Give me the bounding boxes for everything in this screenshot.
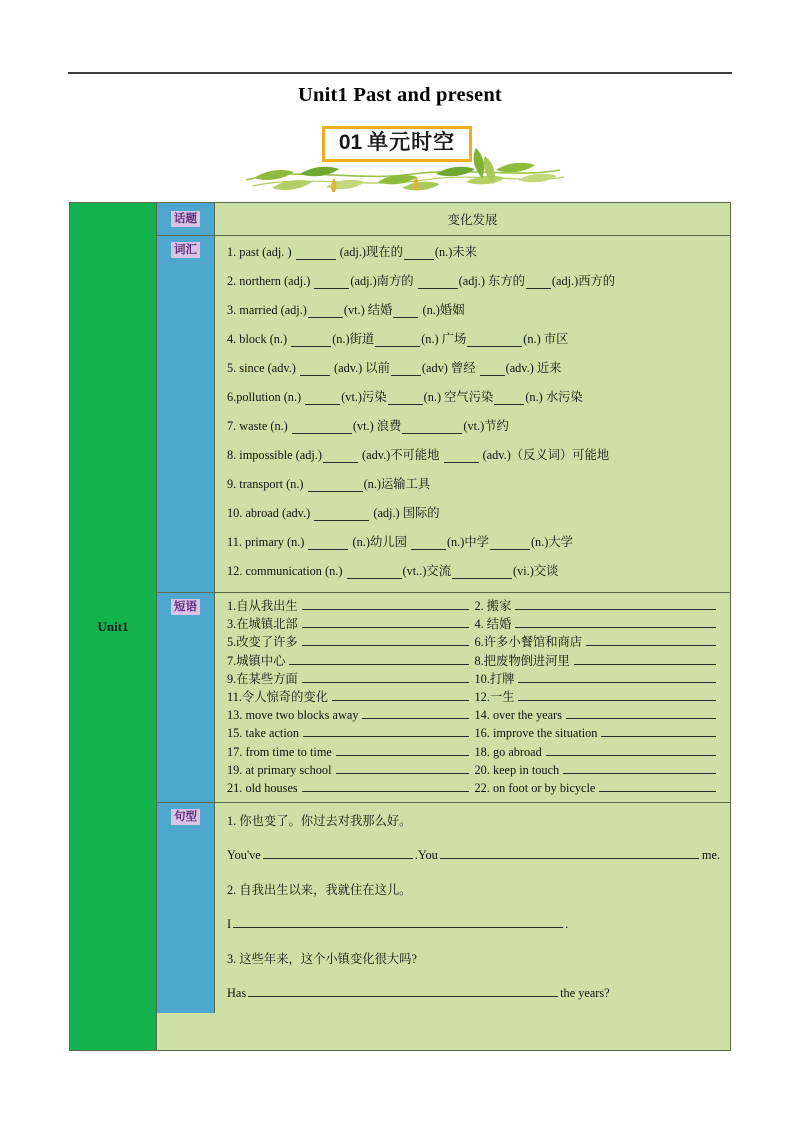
vocabulary-item: 12. communication (n.) (vt..)交流 (vi.)交谈 bbox=[227, 564, 559, 578]
blank-line bbox=[336, 743, 469, 756]
phrase-label: 8.把废物倒进河里 bbox=[474, 653, 570, 668]
banner-label: 单元时空 bbox=[367, 131, 456, 154]
phrase-cell bbox=[227, 652, 475, 670]
phrase-label: 22. on foot or by bicycle bbox=[474, 781, 596, 796]
sentence-chinese: 2. 自我出生以来，我就住在这儿。 bbox=[227, 883, 412, 898]
phrase-list bbox=[215, 593, 730, 802]
phrase-cell bbox=[227, 688, 475, 706]
sentence-prefix: Has bbox=[227, 986, 247, 1001]
blank-line bbox=[362, 706, 468, 719]
phrase-label: 11.令人惊奇的变化 bbox=[227, 690, 328, 705]
sentence-english bbox=[227, 984, 720, 1001]
phrase-label: 18. go abroad bbox=[474, 744, 542, 759]
phrase-cell bbox=[475, 743, 723, 761]
phrase-cell bbox=[475, 670, 723, 688]
phrase-row bbox=[227, 779, 722, 797]
sentences-cell bbox=[215, 803, 730, 1013]
vocabulary-item: 10. abroad (adv.) (adj.) 国际的 bbox=[227, 506, 440, 520]
phrase-cell bbox=[227, 743, 475, 761]
sentence-prefix: I bbox=[227, 917, 232, 932]
phrase-cell bbox=[227, 761, 475, 779]
blank-line bbox=[546, 743, 716, 756]
unit-overview-table bbox=[69, 202, 731, 1051]
blank-line bbox=[308, 305, 343, 318]
blank-line bbox=[375, 334, 420, 347]
unit-label: Unit1 bbox=[97, 618, 129, 634]
blank-line bbox=[233, 915, 563, 928]
blank-line bbox=[391, 363, 421, 376]
phrase-row bbox=[227, 597, 722, 615]
phrase-cell bbox=[475, 724, 723, 742]
phrase-label: 7.城镇中心 bbox=[227, 653, 286, 668]
vocabulary-item: 3. married (adj.) (vt.) 结婚 (n.)婚姻 bbox=[227, 303, 465, 317]
phrase-cell bbox=[475, 706, 723, 724]
blank-line bbox=[308, 479, 363, 492]
blank-line bbox=[599, 779, 716, 792]
phrase-label: 16. improve the situation bbox=[474, 726, 598, 741]
blank-line bbox=[480, 363, 505, 376]
blank-line bbox=[515, 597, 716, 610]
table-body bbox=[157, 203, 730, 1050]
blank-line bbox=[302, 670, 469, 683]
phrase-cell bbox=[475, 761, 723, 779]
blank-line bbox=[393, 305, 418, 318]
sentence-english bbox=[227, 846, 720, 863]
phrase-row bbox=[227, 761, 722, 779]
vocabulary-item: 7. waste (n.) (vt.) 浪费 (vt.)节约 bbox=[227, 419, 509, 433]
blank-line bbox=[574, 652, 716, 665]
vocabulary-item: 8. impossible (adj.) (adv.)不可能地 (adv.)（反义词）可能地 bbox=[227, 448, 610, 462]
blank-line bbox=[494, 392, 524, 405]
blank-line bbox=[296, 247, 336, 260]
sentence-chinese: 1. 你也变了。你过去对我那么好。 bbox=[227, 814, 412, 829]
blank-line bbox=[302, 597, 469, 610]
header-rule bbox=[68, 72, 732, 74]
phrase-label: 2. 搬家 bbox=[474, 599, 512, 613]
blank-line bbox=[452, 566, 512, 579]
phrase-label: 10.打牌 bbox=[474, 671, 515, 686]
phrase-cell bbox=[227, 670, 475, 688]
blank-line bbox=[323, 450, 358, 463]
blank-line bbox=[308, 537, 348, 550]
phrase-label: 21. old houses bbox=[227, 781, 298, 796]
sentence-suffix: . bbox=[565, 917, 569, 932]
phrase-label: 5.改变了许多 bbox=[227, 635, 298, 650]
table-row-sentences bbox=[157, 803, 730, 1013]
blank-line bbox=[303, 724, 468, 737]
phrase-label: 13. move two blocks away bbox=[227, 708, 359, 723]
vocabulary-item: 9. transport (n.) (n.)运输工具 bbox=[227, 477, 431, 491]
vocabulary-item: 2. northern (adj.) (adj.)南方的 (adj.) 东方的 (adj.)西方的 bbox=[227, 274, 616, 288]
phrase-cell bbox=[475, 779, 723, 797]
phrase-cell bbox=[227, 633, 475, 651]
sentence-prefix: You've bbox=[227, 848, 261, 863]
blank-line bbox=[566, 706, 716, 719]
blank-line bbox=[467, 334, 522, 347]
phrase-row bbox=[227, 706, 722, 724]
section-banner bbox=[238, 122, 568, 194]
blank-line bbox=[302, 633, 469, 646]
phrase-row bbox=[227, 652, 722, 670]
blank-line bbox=[263, 846, 413, 859]
vocabulary-item: 6.pollution (n.) (vt.)污染 (n.) 空气污染 (n.) 水污染 bbox=[227, 390, 583, 404]
phrase-label: 4. 结婚 bbox=[474, 617, 512, 632]
category-badge-vocabulary: 词汇 bbox=[171, 242, 200, 258]
phrase-cell bbox=[227, 779, 475, 797]
blank-line bbox=[289, 652, 468, 665]
sentence-list bbox=[215, 803, 730, 1013]
category-badge-sentences: 句型 bbox=[171, 809, 200, 825]
blank-line bbox=[518, 670, 716, 683]
phrase-label: 9.在某些方面 bbox=[227, 671, 298, 686]
phrase-label: 14. over the years bbox=[474, 708, 562, 723]
category-cell-topic bbox=[157, 203, 215, 235]
vocabulary-cell bbox=[215, 236, 730, 592]
phrase-cell bbox=[227, 724, 475, 742]
phrase-row bbox=[227, 743, 722, 761]
phrase-row bbox=[227, 633, 722, 651]
phrase-row bbox=[227, 670, 722, 688]
topic-value-cell: 变化发展 bbox=[215, 203, 730, 235]
category-badge-phrases: 短语 bbox=[171, 599, 200, 615]
sentence-english bbox=[227, 915, 720, 932]
sentence-suffix: me. bbox=[701, 848, 720, 863]
blank-line bbox=[314, 276, 349, 289]
blank-line bbox=[291, 334, 331, 347]
blank-line bbox=[332, 688, 469, 701]
blank-line bbox=[305, 392, 340, 405]
phrase-label: 17. from time to time bbox=[227, 744, 332, 759]
phrase-cell bbox=[475, 597, 723, 615]
phrase-row bbox=[227, 688, 722, 706]
blank-line bbox=[336, 761, 469, 774]
blank-line bbox=[518, 688, 716, 701]
blank-line bbox=[601, 724, 716, 737]
phrase-cell bbox=[475, 633, 723, 651]
blank-line bbox=[302, 615, 469, 628]
blank-line bbox=[526, 276, 551, 289]
table-row-phrases bbox=[157, 593, 730, 803]
phrase-cell bbox=[227, 615, 475, 633]
banner-number: 01 bbox=[338, 131, 363, 154]
blank-line bbox=[314, 508, 369, 521]
phrase-label: 6.许多小餐馆和商店 bbox=[474, 635, 583, 650]
blank-line bbox=[515, 615, 716, 628]
blank-line bbox=[300, 363, 330, 376]
phrase-cell bbox=[227, 706, 475, 724]
phrase-label: 15. take action bbox=[227, 726, 300, 741]
blank-line bbox=[388, 392, 423, 405]
sentence-middle: .You bbox=[414, 848, 438, 863]
page-title: Unit1 Past and present bbox=[298, 84, 502, 106]
blank-line bbox=[444, 450, 479, 463]
blank-line bbox=[411, 537, 446, 550]
blank-line bbox=[563, 761, 716, 774]
blank-line bbox=[404, 247, 434, 260]
phrase-label: 20. keep in touch bbox=[474, 762, 560, 777]
phrase-cell bbox=[475, 615, 723, 633]
vocabulary-list bbox=[215, 236, 730, 592]
banner-title bbox=[322, 126, 472, 162]
blank-line bbox=[586, 633, 716, 646]
blank-line bbox=[418, 276, 458, 289]
vocabulary-item: 1. past (adj. ) (adj.)现在的 (n.)未来 bbox=[227, 245, 477, 259]
phrase-label: 3.在城镇北部 bbox=[227, 617, 298, 632]
phrase-row bbox=[227, 615, 722, 633]
category-badge-topic: 话题 bbox=[171, 211, 200, 227]
blank-line bbox=[292, 421, 352, 434]
sentence-chinese: 3. 这些年来，这个小镇变化很大吗? bbox=[227, 952, 417, 967]
unit-column bbox=[70, 203, 157, 1050]
table-row-topic bbox=[157, 203, 730, 236]
table-row-vocabulary bbox=[157, 236, 730, 593]
phrase-cell bbox=[475, 688, 723, 706]
phrase-cell bbox=[475, 652, 723, 670]
sentence-suffix: the years? bbox=[560, 986, 610, 1001]
blank-line bbox=[302, 779, 469, 792]
phrases-cell bbox=[215, 593, 730, 802]
vocabulary-item: 5. since (adv.) (adv.) 以前 (adv) 曾经 (adv.) 近来 bbox=[227, 361, 562, 375]
category-cell-phrases bbox=[157, 593, 215, 802]
phrase-label: 1.自从我出生 bbox=[227, 599, 298, 613]
blank-line bbox=[440, 846, 699, 859]
phrase-cell bbox=[227, 597, 475, 615]
phrase-label: 12.一生 bbox=[474, 690, 515, 705]
category-cell-vocabulary bbox=[157, 236, 215, 592]
vocabulary-item: 4. block (n.) (n.)街道 (n.) 广场 (n.) 市区 bbox=[227, 332, 569, 346]
blank-line bbox=[347, 566, 402, 579]
blank-line bbox=[402, 421, 462, 434]
phrase-row bbox=[227, 724, 722, 742]
phrase-label: 19. at primary school bbox=[227, 762, 332, 777]
category-cell-sentences bbox=[157, 803, 215, 1013]
vocabulary-item: 11. primary (n.) (n.)幼儿园 (n.)中学 (n.)大学 bbox=[227, 535, 573, 549]
blank-line bbox=[248, 984, 558, 997]
blank-line bbox=[490, 537, 530, 550]
